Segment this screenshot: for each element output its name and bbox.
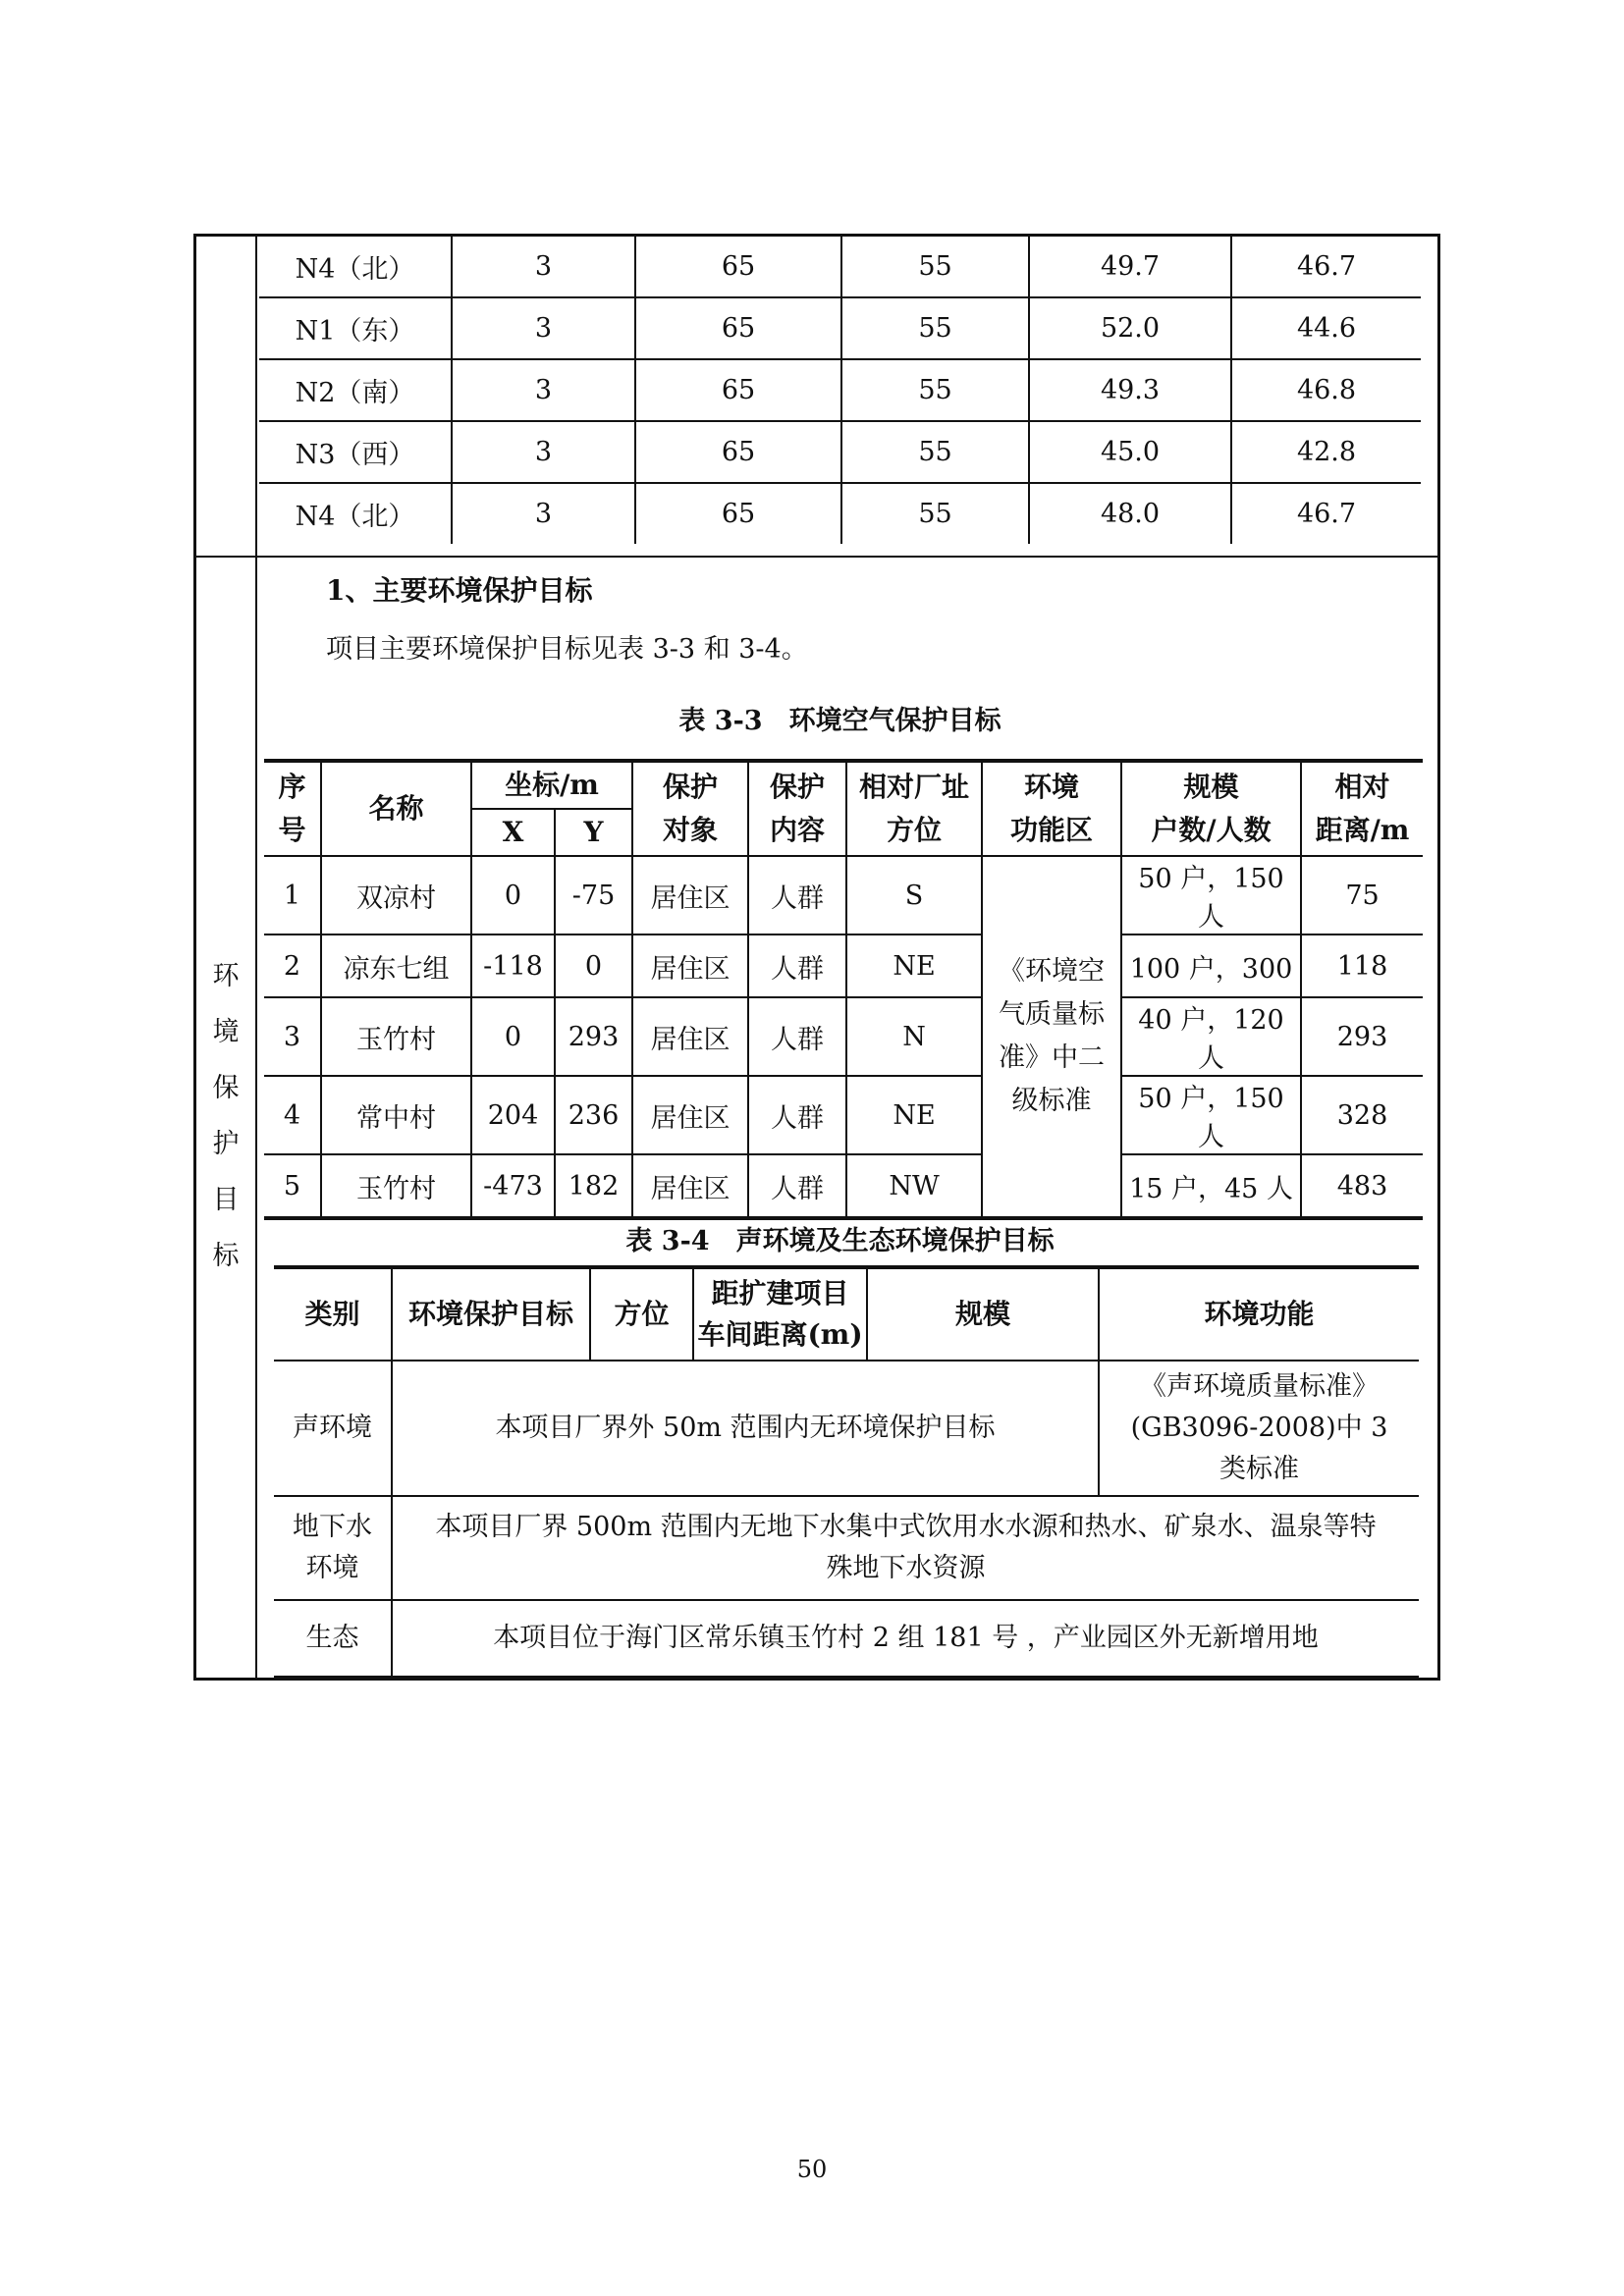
section-label-char: 境 xyxy=(212,1017,240,1047)
header-text: 序 xyxy=(278,771,306,803)
sound-ecology-protection-table xyxy=(274,1265,1419,1680)
header-x: X xyxy=(471,809,555,856)
table-header-row xyxy=(264,761,1423,809)
table-cell: 双凉村 xyxy=(321,856,471,934)
description-line: 本项目厂界 500m 范围内无地下水集中式饮用水水源和热水、矿泉水、温泉等特 xyxy=(435,1512,1377,1542)
header-text: 距离/m xyxy=(1315,814,1410,846)
description-cell xyxy=(392,1496,1419,1600)
header-object xyxy=(632,761,748,856)
section-label-char: 保 xyxy=(212,1073,240,1103)
table-cell: 3 xyxy=(452,483,635,544)
air-standard-cell xyxy=(982,856,1121,1218)
header-scale: 规模 xyxy=(867,1267,1099,1361)
table-cell: 人群 xyxy=(748,1154,846,1218)
standard-line: 《环境空 xyxy=(999,956,1106,987)
table-caption: 表 3-3 环境空气保护目标 xyxy=(678,706,1001,736)
header-text: 功能区 xyxy=(1010,814,1094,846)
header-distance xyxy=(1301,761,1423,856)
header-text: 对象 xyxy=(663,814,719,846)
header-direction: 方位 xyxy=(590,1267,693,1361)
table-cell: 人群 xyxy=(748,856,846,934)
table-cell: 3 xyxy=(452,359,635,421)
table-row xyxy=(259,237,1421,297)
table-cell: 居住区 xyxy=(632,934,748,997)
table-cell: 236 xyxy=(555,1076,632,1154)
table-cell: 50 户，150 人 xyxy=(1121,1076,1301,1154)
function-line: 类标准 xyxy=(1219,1454,1299,1484)
table-cell: 玉竹村 xyxy=(321,1154,471,1218)
header-function xyxy=(982,761,1121,856)
table-cell: 居住区 xyxy=(632,997,748,1076)
point-cell: N4（北） xyxy=(259,237,452,297)
table-cell: NE xyxy=(846,934,982,997)
header-distance xyxy=(693,1267,867,1361)
table-row xyxy=(264,934,1423,997)
table-cell: 人群 xyxy=(748,997,846,1076)
table-cell: NE xyxy=(846,1076,982,1154)
header-seq xyxy=(264,761,321,856)
table-cell: 常中村 xyxy=(321,1076,471,1154)
page-number: 50 xyxy=(796,2156,828,2183)
table-caption: 表 3-4 声环境及生态环境保护目标 xyxy=(625,1226,1055,1256)
table-cell: 293 xyxy=(1301,997,1423,1076)
table-cell: 3 xyxy=(452,237,635,297)
table-cell: N xyxy=(846,997,982,1076)
table-cell: 46.7 xyxy=(1231,237,1421,297)
table-cell: 65 xyxy=(635,421,841,483)
section-heading: 1、主要环境保护目标 xyxy=(326,574,593,607)
description-cell: 本项目厂界外 50m 范围内无环境保护目标 xyxy=(392,1361,1099,1496)
header-text: 保护 xyxy=(770,771,826,803)
header-text: 车间距离(m) xyxy=(697,1318,863,1351)
table-cell: -473 xyxy=(471,1154,555,1218)
table-cell: 玉竹村 xyxy=(321,997,471,1076)
table-row xyxy=(259,483,1421,544)
table-cell: S xyxy=(846,856,982,934)
table-row xyxy=(274,1600,1419,1678)
table-cell: 55 xyxy=(841,297,1029,359)
page-frame xyxy=(193,234,1440,1681)
header-text: 内容 xyxy=(770,814,826,846)
category-line: 地下水 xyxy=(293,1512,372,1542)
standard-line: 气质量标 xyxy=(999,999,1106,1030)
table-row xyxy=(264,1076,1423,1154)
table-cell: 182 xyxy=(555,1154,632,1218)
table-cell: 328 xyxy=(1301,1076,1423,1154)
description-line: 殊地下水资源 xyxy=(826,1553,986,1583)
noise-results-table xyxy=(259,237,1421,544)
header-name: 名称 xyxy=(321,761,471,856)
table-cell: 293 xyxy=(555,997,632,1076)
table-cell: 居住区 xyxy=(632,1076,748,1154)
table-cell: 49.3 xyxy=(1029,359,1231,421)
intro-paragraph: 项目主要环境保护目标见表 3-3 和 3-4。 xyxy=(326,634,808,665)
table-cell: 1 xyxy=(264,856,321,934)
table-cell: 2 xyxy=(264,934,321,997)
category-cell: 声环境 xyxy=(274,1361,392,1496)
header-function: 环境功能 xyxy=(1099,1267,1419,1361)
table-cell: 55 xyxy=(841,237,1029,297)
table-cell: 居住区 xyxy=(632,856,748,934)
standard-line: 准》中二 xyxy=(999,1042,1106,1073)
description-cell: 本项目位于海门区常乐镇玉竹村 2 组 181 号 ，产业园区外无新增用地 xyxy=(392,1600,1419,1678)
section-separator xyxy=(196,556,1437,558)
header-text: 相对 xyxy=(1334,771,1390,803)
category-cell xyxy=(274,1496,392,1600)
table-cell: 204 xyxy=(471,1076,555,1154)
table-cell: 55 xyxy=(841,483,1029,544)
table-row xyxy=(264,1154,1423,1218)
header-text: 户数/人数 xyxy=(1151,814,1272,846)
table-cell: 0 xyxy=(555,934,632,997)
table-cell: 凉东七组 xyxy=(321,934,471,997)
header-text: 环境 xyxy=(1024,771,1080,803)
table-cell: 483 xyxy=(1301,1154,1423,1218)
table-cell: 65 xyxy=(635,237,841,297)
table-cell: 3 xyxy=(452,297,635,359)
point-cell: N1（东） xyxy=(259,297,452,359)
function-cell xyxy=(1099,1361,1419,1496)
table-row xyxy=(264,997,1423,1076)
section-label-env-protection xyxy=(196,948,255,1284)
table-cell: 49.7 xyxy=(1029,237,1231,297)
table-cell: 48.0 xyxy=(1029,483,1231,544)
header-target: 环境保护目标 xyxy=(392,1267,590,1361)
header-scale xyxy=(1121,761,1301,856)
table-cell: 55 xyxy=(841,421,1029,483)
section-label-char: 护 xyxy=(212,1129,240,1159)
section-label-char: 标 xyxy=(212,1241,240,1271)
table-cell: 人群 xyxy=(748,934,846,997)
standard-line: 级标准 xyxy=(1011,1086,1092,1116)
table-cell: 50 户，150 人 xyxy=(1121,856,1301,934)
table-cell: 3 xyxy=(264,997,321,1076)
table-cell: 42.8 xyxy=(1231,421,1421,483)
table-cell: 15 户，45 人 xyxy=(1121,1154,1301,1218)
air-protection-table xyxy=(264,759,1423,1220)
table-cell: 44.6 xyxy=(1231,297,1421,359)
table-cell: 3 xyxy=(452,421,635,483)
table-cell: 52.0 xyxy=(1029,297,1231,359)
table-row xyxy=(259,421,1421,483)
function-line: 《声环境质量标准》 xyxy=(1140,1371,1379,1402)
table-cell: 55 xyxy=(841,359,1029,421)
header-coord: 坐标/m xyxy=(471,761,632,809)
table-row xyxy=(259,359,1421,421)
header-text: 相对厂址 xyxy=(859,771,970,803)
table-cell: 65 xyxy=(635,359,841,421)
table-cell: -75 xyxy=(555,856,632,934)
table-cell: 45.0 xyxy=(1029,421,1231,483)
table-row xyxy=(264,856,1423,934)
point-cell: N2（南） xyxy=(259,359,452,421)
section-label-char: 目 xyxy=(212,1185,240,1215)
table-cell: 居住区 xyxy=(632,1154,748,1218)
table-cell: 0 xyxy=(471,997,555,1076)
table-row xyxy=(259,297,1421,359)
table-row xyxy=(274,1496,1419,1600)
table-cell: 46.8 xyxy=(1231,359,1421,421)
table-cell: 4 xyxy=(264,1076,321,1154)
table-cell: 46.7 xyxy=(1231,483,1421,544)
table-cell: 65 xyxy=(635,297,841,359)
category-cell: 生态 xyxy=(274,1600,392,1678)
table-cell: 75 xyxy=(1301,856,1423,934)
table-cell: NW xyxy=(846,1154,982,1218)
header-text: 距扩建项目 xyxy=(711,1277,849,1309)
left-column-divider xyxy=(255,237,257,1678)
point-cell: N4（北） xyxy=(295,502,415,532)
table-cell: 人群 xyxy=(748,1076,846,1154)
section-label-char: 环 xyxy=(212,961,240,991)
table-cell: 100 户，300 xyxy=(1121,934,1301,997)
header-text: 方位 xyxy=(887,814,943,846)
category-line: 环境 xyxy=(305,1553,359,1583)
header-y: Y xyxy=(555,809,632,856)
table-cell: -118 xyxy=(471,934,555,997)
header-text: 保护 xyxy=(663,771,719,803)
header-category: 类别 xyxy=(274,1267,392,1361)
table-row xyxy=(274,1361,1419,1496)
header-text: 规模 xyxy=(1183,771,1239,803)
table-cell: 118 xyxy=(1301,934,1423,997)
table-cell: 5 xyxy=(264,1154,321,1218)
header-direction xyxy=(846,761,982,856)
point-cell: N3（西） xyxy=(259,421,452,483)
table-cell: 40 户，120 人 xyxy=(1121,997,1301,1076)
header-text: 号 xyxy=(278,814,306,846)
header-content xyxy=(748,761,846,856)
table-cell: 0 xyxy=(471,856,555,934)
function-line: (GB3096-2008)中 3 xyxy=(1130,1413,1388,1443)
table-cell: 65 xyxy=(635,483,841,544)
table-header-row xyxy=(274,1267,1419,1361)
